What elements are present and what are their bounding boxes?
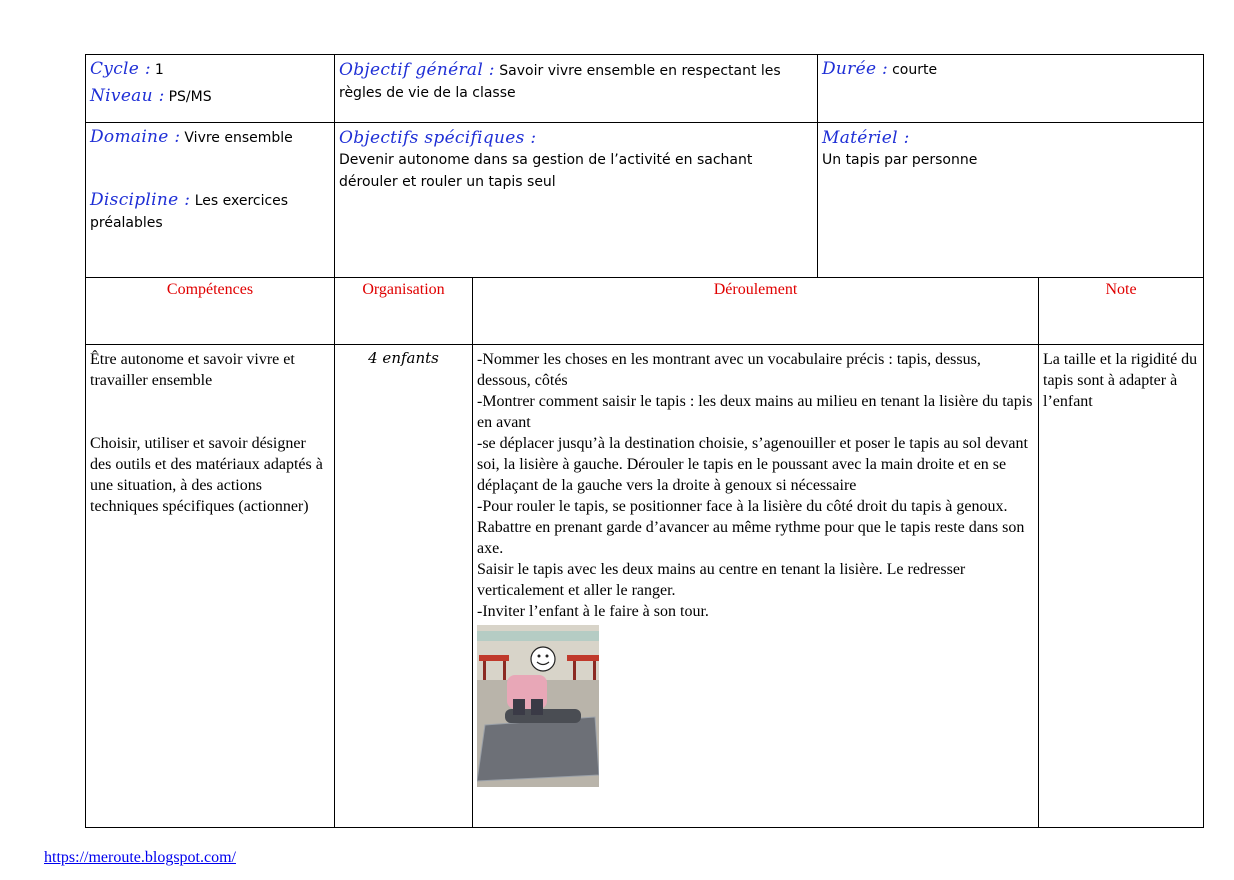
niveau-label: Niveau : [90,86,165,106]
objectif-general-value: Savoir vivre ensemble en respectant les règles de vie de la classe [339,63,781,101]
deroulement-step-5: Saisir le tapis avec les deux mains au centre en tenant la lisière. Le redresser verticalement et aller le ranger. [477,561,966,599]
photo-illustration [477,625,599,787]
materiel-value: Un tapis par personne [822,152,978,168]
note-cell [1039,345,1204,828]
info-row-1 [86,55,1204,123]
cycle-cell [86,55,335,123]
objectif-general-cell [335,55,818,123]
deroulement-step-2: -Montrer comment saisir le tapis : les deux mains au milieu en tenant la lisière du tapis en avant [477,393,1033,431]
cycle-value: 1 [154,62,164,78]
deroulement-step-4: -Pour rouler le tapis, se positionner face à la lisière du côté droit du tapis à genoux. Rabattre en prenant garde d’avancer au même rythme pour que le tapis reste dans son axe. [477,498,1025,557]
competence-2: Choisir, utiliser et savoir désigner des outils et des matériaux adaptés à une situation, à des actions techniques spécifiques (actionner) [90,435,323,515]
activity-table [85,277,1204,828]
materiel-cell [818,123,1204,278]
lesson-sheet [85,54,1203,828]
objectifs-specifiques-cell [335,123,818,278]
competence-1: Être autonome et savoir vivre et travailler ensemble [90,351,295,389]
domaine-label: Domaine : [90,127,181,147]
blog-link[interactable]: https://meroute.blogspot.com/ [44,849,236,866]
organisation-value: 4 enfants [368,349,439,367]
note-value: La taille et la rigidité du tapis sont à adapter à l’enfant [1043,351,1198,410]
discipline-label: Discipline : [90,190,191,210]
content-row [86,345,1204,828]
duree-value: courte [892,62,938,78]
info-row-2 [86,123,1204,278]
domaine-cell [86,123,335,278]
objectifs-specifiques-value: Devenir autonome dans sa gestion de l’activité en sachant dérouler et rouler un tapis seul [339,152,753,190]
deroulement-step-3: -se déplacer jusqu’à la destination choisie, s’agenouiller et poser le tapis au sol devant soi, la lisière à gauche. Dérouler le tapis en le poussant avec la main droite et en se déplaçant de la gauche vers la droite à genoux si nécessaire [477,435,1028,494]
duree-cell [818,55,1204,123]
header-note: Note [1039,278,1204,345]
objectif-general-label: Objectif général : [339,60,495,80]
info-table [85,54,1204,278]
header-deroulement: Déroulement [473,278,1039,345]
cycle-label: Cycle : [90,59,151,79]
organisation-cell [335,345,473,828]
discipline-value: Les exercices préalables [90,193,289,231]
deroulement-cell [473,345,1039,828]
header-competences: Compétences [86,278,335,345]
competences-cell [86,345,335,828]
header-row [86,278,1204,345]
domaine-value: Vivre ensemble [184,130,293,146]
niveau-value: PS/MS [168,89,212,105]
objectifs-specifiques-label: Objectifs spécifiques : [339,128,537,148]
header-organisation: Organisation [335,278,473,345]
deroulement-step-1: -Nommer les choses en les montrant avec un vocabulaire précis : tapis, dessus, dessous, côtés [477,351,981,389]
duree-label: Durée : [822,59,889,79]
deroulement-step-6: -Inviter l’enfant à le faire à son tour. [477,603,709,620]
child-rolling-mat-photo [477,625,599,787]
materiel-label: Matériel : [822,128,910,148]
